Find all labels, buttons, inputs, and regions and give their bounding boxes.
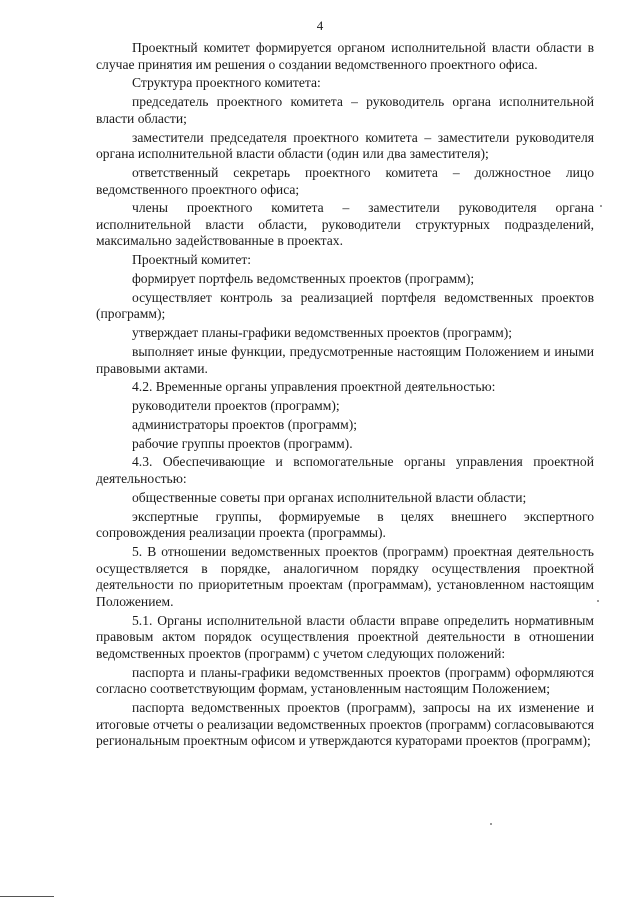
paragraph: ответственный секретарь проектного комитета – должностное лицо ведомственного проектного офиса; — [96, 164, 594, 197]
page-number: 4 — [316, 18, 324, 33]
paragraph: рабочие группы проектов (программ). — [132, 435, 353, 451]
paragraph: выполняет иные функции, предусмотренные настоящим Положением и иными правовыми актами. — [96, 343, 594, 376]
scan-speck — [490, 823, 492, 825]
paragraph: утверждает планы-графики ведомственных проектов (программ); — [132, 325, 513, 341]
section-heading: 4.2. Временные органы управления проектной деятельностью: — [132, 379, 496, 395]
paragraph: общественные советы при органах исполнительной власти области; — [132, 489, 527, 505]
document-body — [96, 40, 594, 752]
paragraph: руководители проектов (программ); — [132, 398, 340, 414]
section-paragraph: 5.1. Органы исполнительной власти области вправе определить нормативным правовым актом порядок осуществления проектной деятельности в отношении ведомственных проектов (программ) с учетом следующих положений: — [96, 612, 594, 661]
paragraph: Проектный комитет формируется органом исполнительной власти области в случае принятия им решения о создании ведомственного проектного офиса. — [96, 40, 594, 72]
scan-speck — [600, 205, 602, 207]
paragraph: паспорта и планы-графики ведомственных проектов (программ) оформляются согласно соответствующим формам, установленным настоящим Положением; — [96, 664, 594, 697]
paragraph: осуществляет контроль за реализацией портфеля ведомственных проектов (программ); — [96, 289, 594, 322]
paragraph: формирует портфель ведомственных проектов (программ); — [132, 271, 475, 287]
scan-speck — [597, 600, 599, 602]
paragraph: паспорта ведомственных проектов (программ), запросы на их изменение и итоговые отчеты о реализации ведомственных проектов (программ) согласовываются региональным проектным офисом и утверждаются кураторами проектов (программ); — [96, 699, 594, 749]
paragraph: председатель проектного комитета – руководитель органа исполнительной власти области; — [96, 94, 594, 126]
paragraph: Структура проектного комитета: — [132, 75, 321, 91]
paragraph: администраторы проектов (программ); — [132, 416, 358, 432]
paragraph: экспертные группы, формируемые в целях внешнего экспертного сопровождения реализации проекта (программы). — [96, 508, 594, 541]
section-paragraph: 5. В отношении ведомственных проектов (программ) проектная деятельность осуществляется в порядке, аналогичном порядку осуществления проектной деятельности по приоритетным проектам (программам), установленном настоящим Положением. — [96, 544, 594, 609]
paragraph: члены проектного комитета – заместители руководителя органа исполнительной власти области, руководители структурных подразделений, максимально задействованные в проектах. — [96, 200, 594, 249]
paragraph: Проектный комитет: — [132, 252, 252, 268]
paragraph: заместители председателя проектного комитета – заместители руководителя органа исполнительной власти области (один или два заместителя); — [96, 129, 594, 162]
scan-edge-line — [0, 896, 54, 897]
section-heading: 4.3. Обеспечивающие и вспомогательные органы управления проектной деятельностью: — [96, 454, 594, 487]
